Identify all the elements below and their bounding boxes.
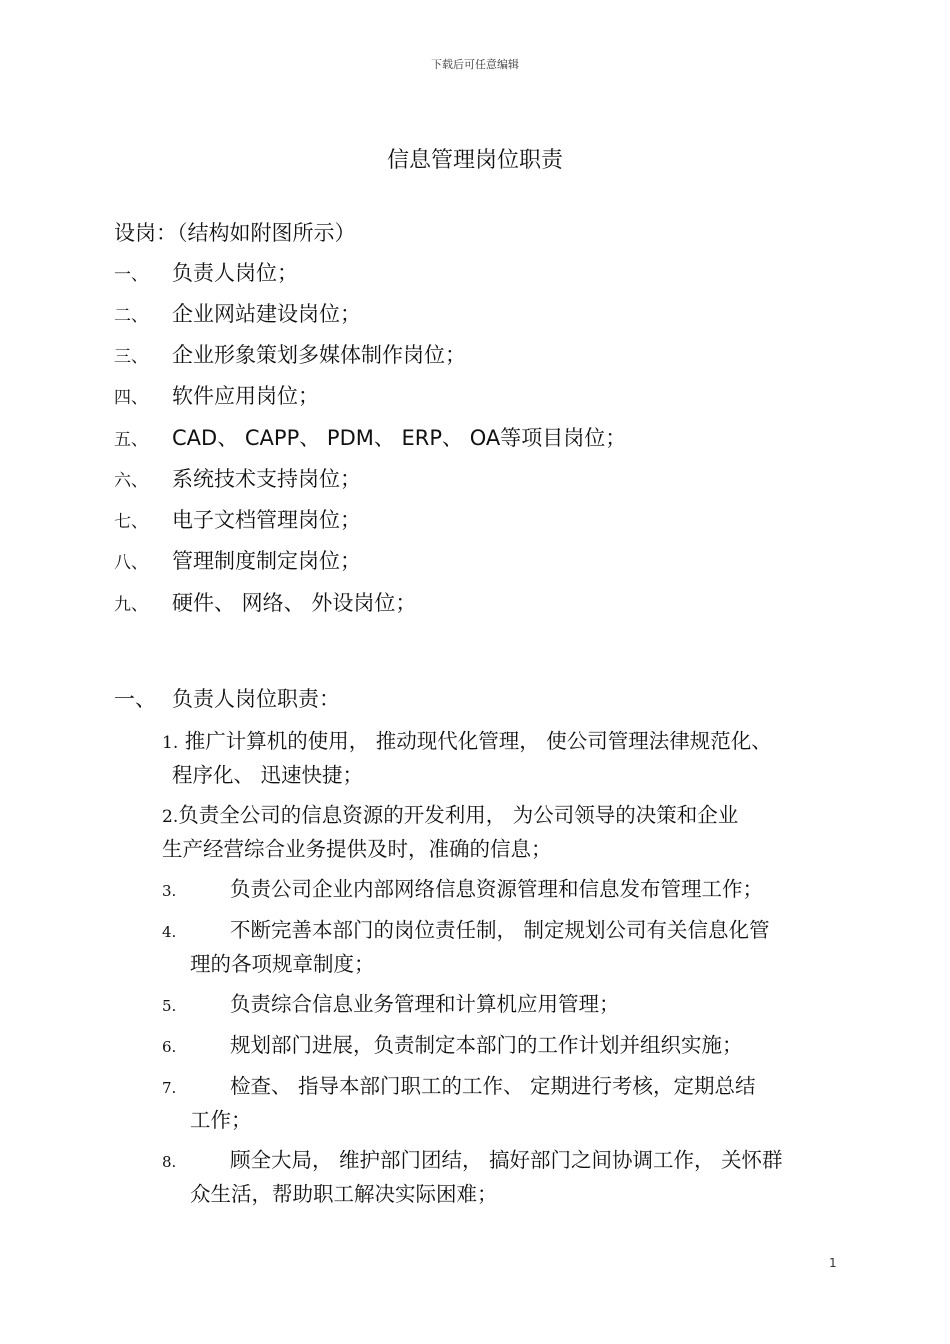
duty-item <box>162 914 770 980</box>
section-number: 一、 <box>114 687 156 711</box>
position-number: 八、 <box>114 553 148 573</box>
position-label: 企业形象策划多媒体制作岗位； <box>172 343 466 367</box>
position-label: 系统技术支持岗位； <box>172 467 361 491</box>
duty-item <box>162 873 763 907</box>
duty-item <box>162 799 738 865</box>
duty-number: 6. <box>162 1038 177 1056</box>
duty-number: 8. <box>162 1153 177 1171</box>
position-item <box>114 299 361 329</box>
position-label: CAD、 CAPP、 PDM、 ERP、 OA等项目岗位； <box>172 426 627 450</box>
position-number: 九、 <box>114 595 148 615</box>
section-heading <box>114 683 340 713</box>
duty-item <box>162 1070 756 1136</box>
position-number: 六、 <box>114 471 148 491</box>
duty-text-line2: 理的各项规章制度； <box>190 952 375 976</box>
position-item <box>114 258 298 288</box>
position-number: 四、 <box>114 388 148 408</box>
position-number: 五、 <box>114 430 148 450</box>
position-label: 管理制度制定岗位； <box>172 549 361 573</box>
duty-item <box>162 988 620 1022</box>
position-label: 企业网站建设岗位； <box>172 302 361 326</box>
duty-item <box>162 1144 783 1210</box>
position-item <box>114 464 361 494</box>
duty-number: 2. <box>162 807 179 827</box>
position-number: 七、 <box>114 512 148 532</box>
section-title: 负责人岗位职责： <box>172 687 340 711</box>
position-item <box>114 423 626 453</box>
duty-number: 4. <box>162 923 177 941</box>
position-label: 硬件、 网络、 外设岗位； <box>172 591 417 615</box>
duty-number: 3. <box>162 882 177 900</box>
header-note: 下载后可任意编辑 <box>431 58 519 71</box>
duty-text-line2: 众生活，帮助职工解决实际困难； <box>190 1182 498 1206</box>
duty-text-line1: 推广计算机的使用， 推动现代化管理， 使公司管理法律规范化、 <box>184 729 772 753</box>
position-item <box>114 588 416 618</box>
duty-text-line1: 检查、 指导本部门职工的工作、 定期进行考核，定期总结 <box>230 1074 756 1098</box>
position-item <box>114 505 361 535</box>
position-item <box>114 381 319 411</box>
duty-text-line1: 顾全大局， 维护部门团结， 搞好部门之间协调工作， 关怀群 <box>230 1148 783 1172</box>
duty-item <box>162 725 772 791</box>
position-label: 电子文档管理岗位； <box>172 508 361 532</box>
duty-text-line1: 负责公司企业内部网络信息资源管理和信息发布管理工作； <box>230 877 763 901</box>
duty-number: 7. <box>162 1079 177 1097</box>
duty-text-line1: 负责综合信息业务管理和计算机应用管理； <box>230 992 620 1016</box>
intro-line: 设岗：（结构如附图所示） <box>114 221 356 245</box>
duty-number: 1. <box>162 733 179 753</box>
position-item <box>114 546 361 576</box>
position-label: 负责人岗位； <box>172 261 298 285</box>
position-number: 三、 <box>114 347 148 367</box>
position-number: 二、 <box>114 306 148 326</box>
document-title: 信息管理岗位职责 <box>386 148 563 173</box>
duty-item <box>162 1029 743 1063</box>
duty-text-line1: 不断完善本部门的岗位责任制， 制定规划公司有关信息化管 <box>230 918 770 942</box>
position-label: 软件应用岗位； <box>172 384 319 408</box>
duty-text-line2: 工作； <box>190 1108 252 1132</box>
duty-text-line1: 负责全公司的信息资源的开发利用， 为公司领导的决策和企业 <box>178 803 739 827</box>
duty-number: 5. <box>162 997 177 1015</box>
duty-text-line1: 规划部门进展，负责制定本部门的工作计划并组织实施； <box>230 1033 743 1057</box>
duty-text-line2: 程序化、 迅速快捷； <box>172 763 364 787</box>
position-number: 一、 <box>114 265 148 285</box>
page-number: 1 <box>829 1256 837 1270</box>
duty-text-line2: 生产经营综合业务提供及时，准确的信息； <box>162 837 552 861</box>
position-item <box>114 340 466 370</box>
